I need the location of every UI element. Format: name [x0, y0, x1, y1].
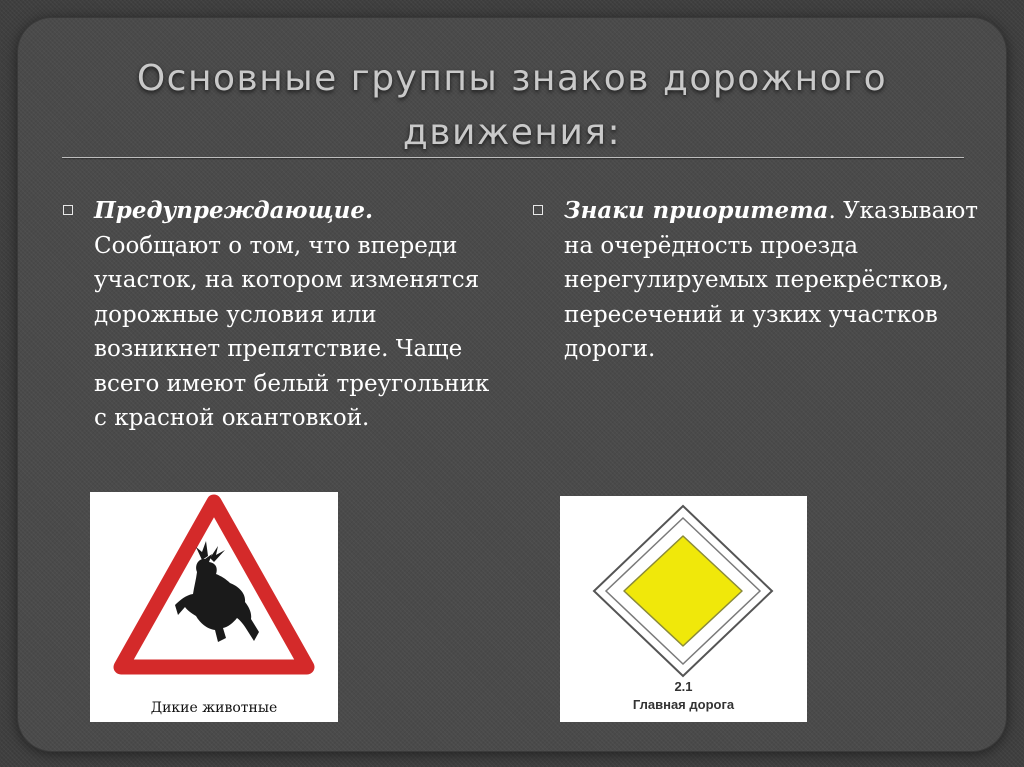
wild-animals-caption: Дикие животные [150, 700, 278, 716]
checkbox-bullet-icon [63, 205, 73, 215]
priority-signs-column [564, 194, 984, 367]
checkbox-bullet-icon [533, 205, 543, 215]
sign-code: 2.1 [674, 679, 693, 694]
warning-signs-description: Сообщают о том, что впереди участок, на котором изменятся дорожные условия или возникнет препятствие. Чаще всего имеют белый треугольник с красной окантовкой. [94, 232, 490, 431]
warning-signs-column [94, 194, 494, 436]
wild-animals-sign-image [90, 492, 338, 722]
main-road-caption: Главная дорога [632, 697, 735, 712]
wild-animals-warning-sign-icon [90, 492, 338, 722]
slide-title: Основные группы знаков дорожного движения: [136, 58, 888, 153]
priority-signs-description: Указывают на очерёдность проезда нерегулируемых перекрёстков, пересечений и узких участков дороги. [564, 198, 979, 362]
main-road-sign-image [560, 496, 807, 722]
title-divider [62, 157, 964, 158]
priority-signs-heading: Знаки приоритета [564, 197, 829, 224]
priority-signs-heading-period: . [828, 198, 836, 224]
warning-signs-heading: Предупреждающие. [94, 197, 374, 224]
